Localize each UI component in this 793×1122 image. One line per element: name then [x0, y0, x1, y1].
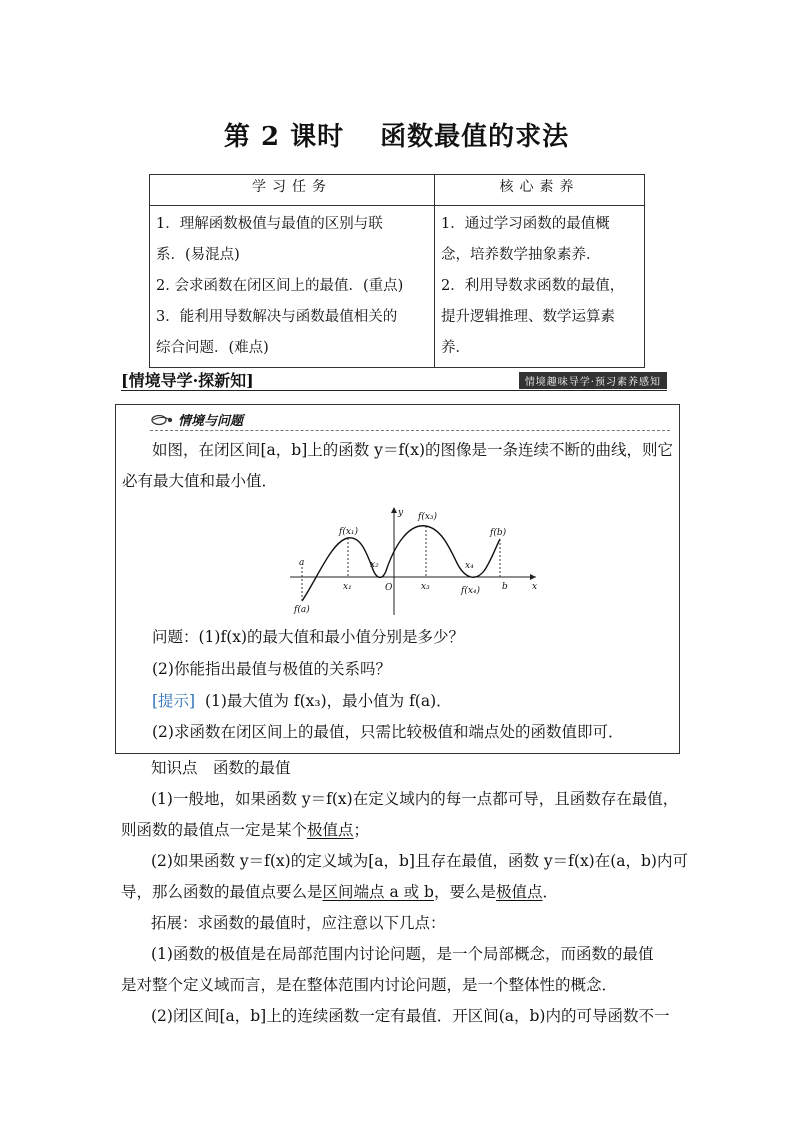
underlined-term: 区间端点 a 或 b	[322, 883, 434, 901]
header-core-literacy: 核心素养	[435, 175, 645, 206]
task-line: 1．理解函数极值与最值的区别与联	[156, 216, 383, 232]
learning-tasks-cell	[150, 206, 435, 368]
knowledge-p1-line2	[121, 815, 369, 846]
task-line: 综合问题．(难点)	[156, 340, 269, 356]
section-tag: 情境趣味导学·预习素养感知	[519, 372, 667, 389]
scenario-box	[115, 404, 680, 754]
y-axis-arrow-icon	[391, 507, 397, 513]
literacy-line: 2．利用导数求函数的最值，	[441, 278, 625, 294]
scenario-header-label: 情境与问题	[178, 414, 244, 429]
label-b: b	[502, 582, 508, 592]
answer-1: (1)最大值为 f(x₃)，最小值为 f(a)．	[204, 692, 452, 710]
core-literacy-cell	[435, 206, 645, 368]
text-span: 导，那么函数的最值点要么是	[121, 883, 323, 901]
literacy-line: 养．	[441, 340, 470, 356]
label-y: y	[398, 508, 404, 518]
label-fb: f(b)	[490, 528, 507, 538]
label-x1: x₁	[343, 582, 352, 592]
answer-2: (2)求函数在闭区间上的最值，只需比较极值和端点处的函数值即可．	[152, 723, 624, 741]
extension-2-line1: (2)闭区间[a，b]上的连续函数一定有最值．开区间(a，b)内的可导函数不一	[151, 1007, 670, 1025]
text-span: ．	[542, 883, 559, 901]
knowledge-p1-line1: (1)一般地，如果函数 y＝f(x)在定义域内的每一点都可导，且函数存在最值，	[151, 790, 679, 808]
knowledge-heading: 知识点 函数的最值	[151, 759, 291, 777]
label-fa: f(a)	[294, 605, 310, 615]
label-fx4: f(x₄)	[461, 586, 481, 596]
label-x: x	[532, 582, 538, 592]
label-x4: x₄	[465, 561, 474, 571]
leaf-icon	[150, 413, 174, 427]
literacy-line: 1．通过学习函数的最值概	[441, 216, 610, 232]
label-a: a	[299, 558, 305, 568]
intro-line-2: 必有最大值和最小值．	[122, 472, 278, 490]
intro-line-1: 如图，在闭区间[a，b]上的函数 y＝f(x)的图像是一条连续不断的曲线，则它	[152, 441, 674, 459]
section-header	[121, 368, 667, 391]
extension-1-line2: 是对整个定义域而言，是在整体范围内讨论问题，是一个整体性的概念．	[121, 976, 618, 994]
label-x2: x₂	[370, 560, 379, 570]
function-graph	[290, 505, 540, 617]
task-line: 3．能利用导数解决与函数最值相关的	[156, 309, 398, 325]
label-fx1: f(x₁)	[339, 527, 359, 537]
label-x3: x₃	[421, 582, 430, 592]
underlined-term: 极值点	[307, 821, 354, 839]
scenario-header	[150, 410, 243, 429]
label-origin: O	[385, 583, 393, 593]
task-line: 2. 会求函数在闭区间上的最值．(重点)	[156, 278, 404, 294]
extension-1-line1: (1)函数的极值是在局部范围内讨论问题，是一个局部概念，而函数的最值	[151, 945, 654, 963]
title-lesson: 第 2 课时	[223, 122, 345, 152]
hint-label: [提示]	[152, 692, 196, 710]
extension-heading: 拓展：求函数的最值时，应注意以下几点：	[151, 914, 446, 932]
knowledge-p2-line2	[121, 877, 558, 908]
hint-line	[152, 686, 452, 717]
title-topic: 函数最值的求法	[380, 122, 570, 152]
text-span: 则函数的最值点一定是某个	[121, 821, 308, 839]
label-fx3: f(x₃)	[418, 512, 438, 522]
underlined-term: 极值点	[495, 883, 543, 901]
task-line: 系．(易混点)	[156, 247, 240, 263]
literacy-line: 提升逻辑推理、数学运算素	[441, 309, 615, 325]
learning-objectives-table	[149, 174, 645, 368]
question-1: 问题：(1)f(x)的最大值和最小值分别是多少？	[152, 628, 465, 646]
x-axis-arrow-icon	[530, 574, 536, 580]
text-span: ，要么是	[433, 883, 496, 901]
literacy-line: 念，培养数学抽象素养．	[441, 247, 601, 263]
knowledge-p2-line1: (2)如果函数 y＝f(x)的定义域为[a，b]且存在最值，函数 y＝f(x)在(a，b)内可	[151, 852, 688, 870]
page-title	[0, 116, 793, 153]
question-2: (2)你能指出最值与极值的关系吗？	[152, 660, 391, 678]
text-span: ；	[353, 821, 370, 839]
header-learning-tasks: 学习任务	[150, 175, 435, 206]
section-label: [情境导学·探新知]	[121, 371, 254, 390]
